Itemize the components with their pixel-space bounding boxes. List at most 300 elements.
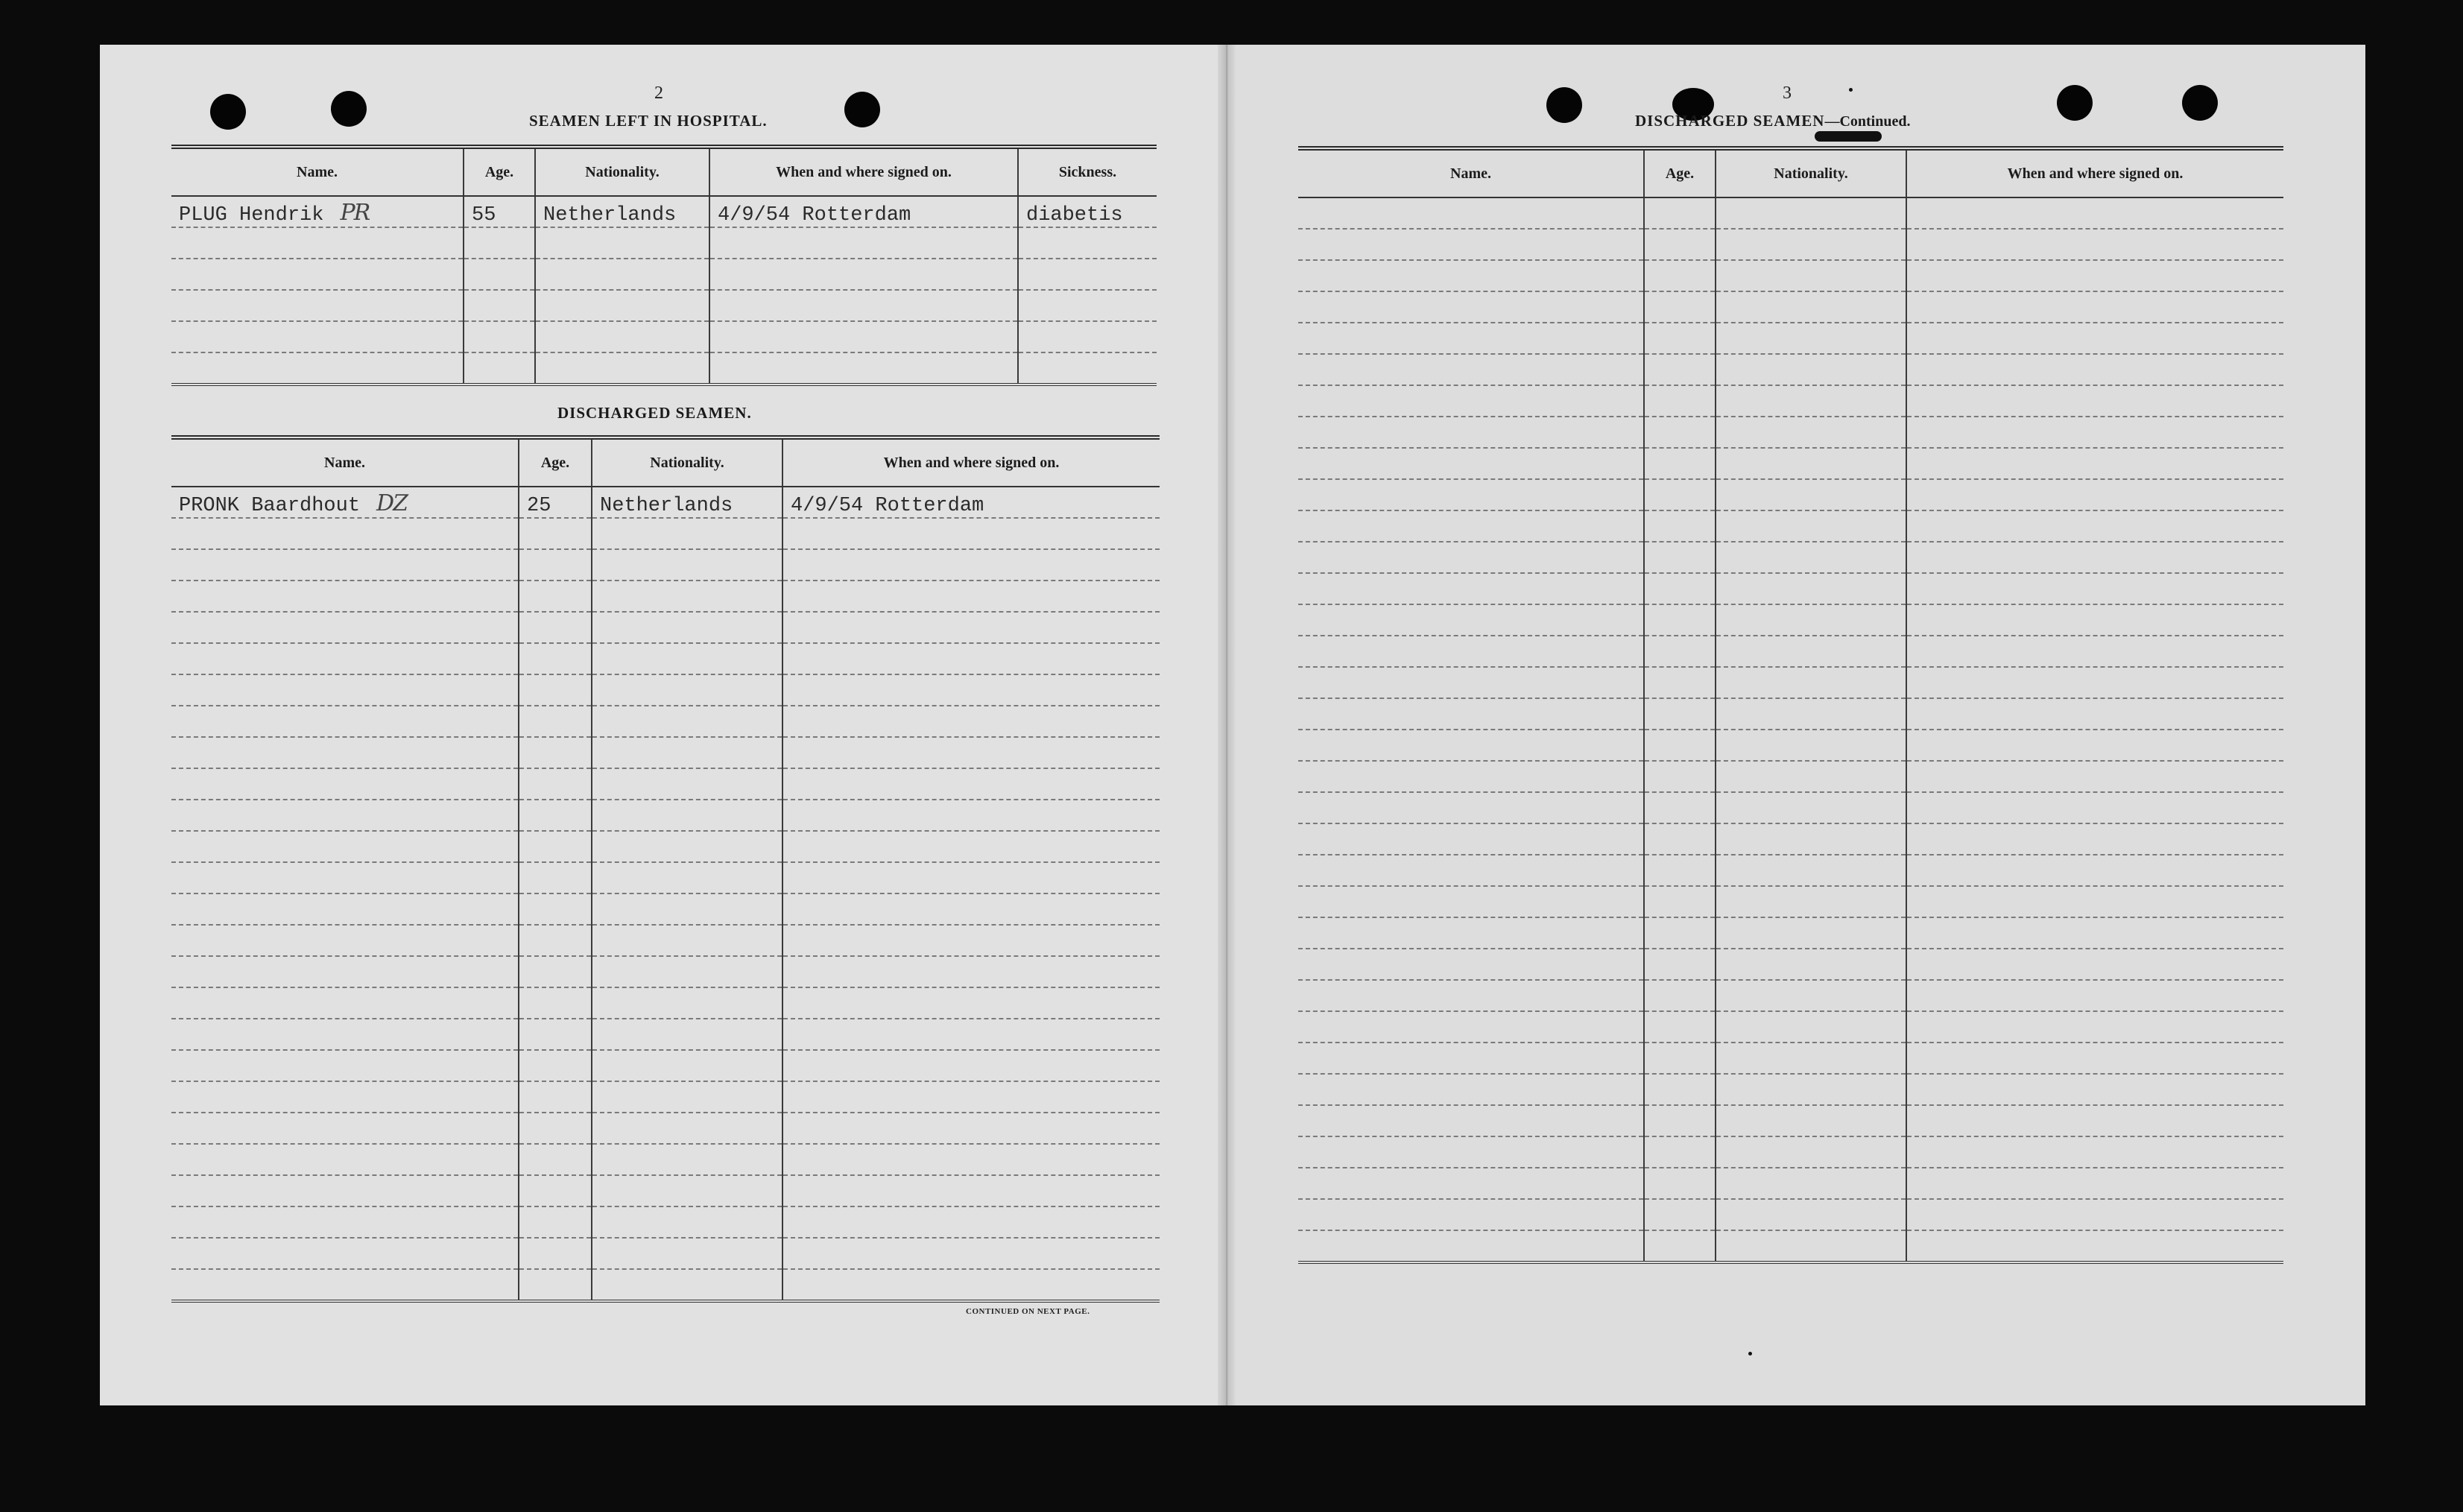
blank-cell xyxy=(592,1050,782,1081)
blank-row xyxy=(1298,260,2283,291)
blank-cell xyxy=(1298,417,1644,448)
blank-cell xyxy=(519,674,592,706)
blank-cell xyxy=(782,518,1160,549)
blank-cell xyxy=(1906,855,2283,886)
blank-cell xyxy=(1644,886,1716,917)
blank-cell xyxy=(1298,980,1644,1011)
ink-speck xyxy=(1815,131,1882,142)
blank-row xyxy=(1298,573,2283,604)
blank-cell xyxy=(519,1019,592,1050)
hospital-name-cell xyxy=(171,196,464,227)
blank-cell xyxy=(782,1269,1160,1301)
blank-cell xyxy=(1906,448,2283,479)
hospital-sickness-cell: diabetis xyxy=(1018,196,1157,227)
blank-cell xyxy=(1644,1168,1716,1199)
blank-cell xyxy=(1644,917,1716,949)
blank-cell xyxy=(171,987,519,1019)
blank-cell xyxy=(592,800,782,831)
blank-row xyxy=(1298,855,2283,886)
blank-cell xyxy=(1716,323,1906,354)
blank-cell xyxy=(1644,479,1716,510)
blank-cell xyxy=(171,259,464,290)
blank-cell xyxy=(464,321,535,352)
blank-cell xyxy=(1298,291,1644,323)
discharged-nationality-cell: Netherlands xyxy=(592,487,782,518)
blank-cell xyxy=(464,259,535,290)
blank-cell xyxy=(1716,291,1906,323)
blank-cell xyxy=(535,321,709,352)
blank-cell xyxy=(1906,980,2283,1011)
blank-cell xyxy=(519,1081,592,1113)
blank-cell xyxy=(519,1050,592,1081)
blank-cell xyxy=(1644,1043,1716,1074)
blank-cell xyxy=(1906,1074,2283,1105)
blank-cell xyxy=(1298,448,1644,479)
seaman-name: PLUG Hendrik xyxy=(179,204,324,227)
blank-cell xyxy=(1716,980,1906,1011)
discharged-table xyxy=(171,435,1160,1303)
blank-cell xyxy=(1298,542,1644,573)
blank-cell xyxy=(1298,698,1644,730)
punch-hole xyxy=(844,92,880,127)
blank-cell xyxy=(592,987,782,1019)
blank-cell xyxy=(782,1238,1160,1269)
hospital-column-header: Name. xyxy=(171,147,464,196)
blank-row xyxy=(1298,510,2283,542)
discharged-signed-on-cell: 4/9/54 Rotterdam xyxy=(782,487,1160,518)
blank-cell xyxy=(171,227,464,259)
blank-row xyxy=(1298,448,2283,479)
blank-cell xyxy=(592,706,782,737)
blank-row xyxy=(1298,698,2283,730)
blank-cell xyxy=(1716,730,1906,761)
blank-cell xyxy=(1906,385,2283,417)
blank-cell xyxy=(464,290,535,321)
blank-cell xyxy=(519,518,592,549)
blank-cell xyxy=(782,1206,1160,1238)
blank-row xyxy=(171,1050,1160,1081)
blank-cell xyxy=(1298,761,1644,792)
blank-row xyxy=(171,518,1160,549)
blank-row xyxy=(171,925,1160,956)
blank-cell xyxy=(171,706,519,737)
blank-cell xyxy=(171,321,464,352)
blank-cell xyxy=(1298,1199,1644,1230)
discharged-name-cell xyxy=(171,487,519,518)
blank-cell xyxy=(1644,698,1716,730)
blank-cell xyxy=(171,1050,519,1081)
blank-row xyxy=(1298,323,2283,354)
hospital-column-header: When and where signed on. xyxy=(709,147,1018,196)
blank-cell xyxy=(519,956,592,987)
blank-cell xyxy=(519,1206,592,1238)
blank-cell xyxy=(1644,1199,1716,1230)
blank-cell xyxy=(1298,323,1644,354)
blank-cell xyxy=(535,352,709,385)
blank-cell xyxy=(592,612,782,643)
blank-cell xyxy=(1906,792,2283,823)
blank-row xyxy=(171,768,1160,800)
blank-row xyxy=(1298,917,2283,949)
blank-row xyxy=(171,549,1160,581)
blank-cell xyxy=(1716,510,1906,542)
discharged-column-header: Age. xyxy=(519,437,592,487)
blank-cell xyxy=(171,1175,519,1206)
blank-cell xyxy=(1644,1136,1716,1168)
blank-cell xyxy=(709,227,1018,259)
blank-cell xyxy=(171,1269,519,1301)
blank-row xyxy=(1298,354,2283,385)
blank-cell xyxy=(1906,417,2283,448)
blank-cell xyxy=(592,674,782,706)
blank-cell xyxy=(1716,636,1906,667)
blank-cell xyxy=(1298,792,1644,823)
blank-cell xyxy=(519,831,592,862)
blank-cell xyxy=(1716,886,1906,917)
blank-cell xyxy=(1644,636,1716,667)
blank-cell xyxy=(171,831,519,862)
blank-cell xyxy=(171,549,519,581)
blank-cell xyxy=(1298,385,1644,417)
blank-row xyxy=(171,290,1157,321)
hospital-column-header: Nationality. xyxy=(535,147,709,196)
blank-cell xyxy=(1644,510,1716,542)
blank-row xyxy=(171,259,1157,290)
blank-cell xyxy=(782,925,1160,956)
blank-cell xyxy=(1644,730,1716,761)
blank-cell xyxy=(592,1144,782,1175)
blank-cell xyxy=(519,1269,592,1301)
blank-cell xyxy=(1298,260,1644,291)
blank-cell xyxy=(171,1206,519,1238)
blank-cell xyxy=(1644,448,1716,479)
blank-cell xyxy=(709,352,1018,385)
blank-cell xyxy=(1298,855,1644,886)
blank-cell xyxy=(171,1081,519,1113)
blank-row xyxy=(171,1144,1160,1175)
blank-row xyxy=(171,737,1160,768)
blank-row xyxy=(1298,1043,2283,1074)
blank-cell xyxy=(782,549,1160,581)
blank-cell xyxy=(1716,917,1906,949)
blank-cell xyxy=(1906,1168,2283,1199)
blank-cell xyxy=(519,737,592,768)
blank-cell xyxy=(519,987,592,1019)
blank-cell xyxy=(1298,1043,1644,1074)
blank-cell xyxy=(1644,197,1716,229)
blank-cell xyxy=(592,737,782,768)
blank-cell xyxy=(592,549,782,581)
blank-cell xyxy=(535,259,709,290)
blank-cell xyxy=(1644,1230,1716,1262)
blank-cell xyxy=(171,925,519,956)
blank-row xyxy=(1298,1105,2283,1136)
blank-cell xyxy=(782,706,1160,737)
blank-cell xyxy=(1018,259,1157,290)
blank-row xyxy=(1298,886,2283,917)
blank-cell xyxy=(1644,291,1716,323)
blank-cell xyxy=(535,227,709,259)
blank-cell xyxy=(171,737,519,768)
blank-cell xyxy=(1906,917,2283,949)
hospital-age-cell: 55 xyxy=(464,196,535,227)
blank-cell xyxy=(519,612,592,643)
blank-cell xyxy=(592,862,782,893)
blank-cell xyxy=(519,1175,592,1206)
blank-cell xyxy=(1716,761,1906,792)
blank-cell xyxy=(535,290,709,321)
blank-cell xyxy=(592,925,782,956)
blank-cell xyxy=(1716,1199,1906,1230)
blank-cell xyxy=(1716,229,1906,260)
blank-cell xyxy=(1644,855,1716,886)
blank-cell xyxy=(782,893,1160,925)
blank-cell xyxy=(519,581,592,612)
blank-cell xyxy=(171,674,519,706)
page-number-right: 3 xyxy=(1783,83,1792,103)
blank-row xyxy=(171,831,1160,862)
blank-cell xyxy=(519,643,592,674)
discharged-column-header: Name. xyxy=(171,437,519,487)
ink-speck xyxy=(1849,88,1853,92)
punch-hole xyxy=(2182,85,2218,121)
blank-row xyxy=(1298,792,2283,823)
blank-cell xyxy=(1298,1105,1644,1136)
blank-cell xyxy=(1716,354,1906,385)
blank-row xyxy=(1298,542,2283,573)
blank-cell xyxy=(782,862,1160,893)
blank-cell xyxy=(519,549,592,581)
blank-row xyxy=(1298,604,2283,636)
blank-cell xyxy=(782,800,1160,831)
blank-row xyxy=(171,1113,1160,1144)
blank-cell xyxy=(1644,949,1716,980)
blank-cell xyxy=(1644,229,1716,260)
blank-cell xyxy=(1716,385,1906,417)
blank-row xyxy=(1298,1230,2283,1262)
blank-row xyxy=(171,321,1157,352)
blank-cell xyxy=(1716,260,1906,291)
blank-cell xyxy=(592,893,782,925)
blank-cell xyxy=(1644,385,1716,417)
blank-cell xyxy=(1906,886,2283,917)
blank-row xyxy=(1298,949,2283,980)
hospital-column-header: Sickness. xyxy=(1018,147,1157,196)
blank-cell xyxy=(1298,1230,1644,1262)
blank-cell xyxy=(1298,917,1644,949)
blank-row xyxy=(171,862,1160,893)
blank-cell xyxy=(592,956,782,987)
blank-row xyxy=(1298,636,2283,667)
blank-cell xyxy=(1716,1043,1906,1074)
blank-cell xyxy=(1906,354,2283,385)
blank-cell xyxy=(1018,321,1157,352)
blank-row xyxy=(171,352,1157,385)
continued-note: CONTINUED ON NEXT PAGE. xyxy=(966,1307,1090,1316)
blank-row xyxy=(1298,1011,2283,1043)
blank-cell xyxy=(782,1050,1160,1081)
blank-cell xyxy=(1298,730,1644,761)
blank-cell xyxy=(1906,949,2283,980)
blank-cell xyxy=(1906,229,2283,260)
blank-cell xyxy=(1906,197,2283,229)
blank-cell xyxy=(592,518,782,549)
blank-cell xyxy=(1716,667,1906,698)
blank-cell xyxy=(171,893,519,925)
blank-row xyxy=(1298,823,2283,855)
blank-row xyxy=(171,674,1160,706)
blank-cell xyxy=(1644,542,1716,573)
blank-cell xyxy=(1298,636,1644,667)
blank-cell xyxy=(1298,354,1644,385)
blank-row xyxy=(171,1238,1160,1269)
blank-cell xyxy=(1906,667,2283,698)
blank-cell xyxy=(171,643,519,674)
page-number-left: 2 xyxy=(654,83,663,103)
hospital-table xyxy=(171,145,1157,386)
blank-cell xyxy=(1298,823,1644,855)
blank-cell xyxy=(1644,667,1716,698)
table-row xyxy=(171,196,1157,227)
blank-cell xyxy=(1716,823,1906,855)
right-column-header: When and where signed on. xyxy=(1906,148,2283,197)
blank-cell xyxy=(171,1019,519,1050)
blank-cell xyxy=(1906,730,2283,761)
blank-cell xyxy=(519,893,592,925)
blank-cell xyxy=(519,1113,592,1144)
blank-cell xyxy=(171,1144,519,1175)
blank-row xyxy=(171,581,1160,612)
blank-cell xyxy=(782,1113,1160,1144)
blank-cell xyxy=(592,1081,782,1113)
blank-row xyxy=(1298,761,2283,792)
blank-cell xyxy=(1906,698,2283,730)
blank-cell xyxy=(1644,604,1716,636)
blank-cell xyxy=(1018,290,1157,321)
blank-cell xyxy=(1644,1074,1716,1105)
blank-cell xyxy=(592,1175,782,1206)
blank-cell xyxy=(171,290,464,321)
blank-cell xyxy=(1906,1136,2283,1168)
right-column-header: Nationality. xyxy=(1716,148,1906,197)
blank-cell xyxy=(1298,229,1644,260)
blank-row xyxy=(1298,385,2283,417)
blank-cell xyxy=(592,1238,782,1269)
blank-cell xyxy=(464,352,535,385)
handwritten-initial: PR xyxy=(340,200,370,226)
blank-cell xyxy=(782,1144,1160,1175)
blank-cell xyxy=(1906,323,2283,354)
blank-cell xyxy=(1906,636,2283,667)
blank-cell xyxy=(1644,573,1716,604)
blank-cell xyxy=(1298,479,1644,510)
blank-row xyxy=(171,612,1160,643)
blank-cell xyxy=(519,768,592,800)
blank-cell xyxy=(1298,604,1644,636)
blank-cell xyxy=(592,1269,782,1301)
blank-row xyxy=(1298,229,2283,260)
hospital-signed-on-cell: 4/9/54 Rotterdam xyxy=(709,196,1018,227)
blank-cell xyxy=(464,227,535,259)
blank-cell xyxy=(1644,823,1716,855)
blank-cell xyxy=(1298,510,1644,542)
blank-cell xyxy=(1716,855,1906,886)
blank-cell xyxy=(519,1238,592,1269)
blank-cell xyxy=(592,581,782,612)
blank-cell xyxy=(1298,949,1644,980)
blank-row xyxy=(1298,667,2283,698)
blank-cell xyxy=(1298,1136,1644,1168)
blank-row xyxy=(171,643,1160,674)
discharged-column-header: Nationality. xyxy=(592,437,782,487)
blank-row xyxy=(171,800,1160,831)
blank-cell xyxy=(519,862,592,893)
blank-cell xyxy=(1716,698,1906,730)
discharged-continued-title-text: DISCHARGED SEAMEN xyxy=(1635,112,1825,130)
blank-cell xyxy=(171,800,519,831)
blank-cell xyxy=(1298,886,1644,917)
discharged-continued-table xyxy=(1298,146,2283,1264)
blank-row xyxy=(1298,1199,2283,1230)
blank-cell xyxy=(709,290,1018,321)
blank-cell xyxy=(171,862,519,893)
blank-cell xyxy=(1298,197,1644,229)
blank-row xyxy=(171,1206,1160,1238)
blank-cell xyxy=(782,956,1160,987)
hospital-nationality-cell: Netherlands xyxy=(535,196,709,227)
blank-row xyxy=(1298,980,2283,1011)
blank-cell xyxy=(1716,573,1906,604)
blank-cell xyxy=(1906,761,2283,792)
blank-cell xyxy=(1906,1230,2283,1262)
blank-cell xyxy=(592,831,782,862)
blank-cell xyxy=(1716,417,1906,448)
blank-cell xyxy=(1906,1043,2283,1074)
blank-cell xyxy=(519,1144,592,1175)
blank-row xyxy=(171,1081,1160,1113)
blank-cell xyxy=(1906,1105,2283,1136)
blank-cell xyxy=(1906,1199,2283,1230)
blank-row xyxy=(1298,1136,2283,1168)
blank-cell xyxy=(1716,1230,1906,1262)
blank-cell xyxy=(782,737,1160,768)
blank-cell xyxy=(171,1113,519,1144)
blank-row xyxy=(171,227,1157,259)
blank-row xyxy=(171,706,1160,737)
blank-row xyxy=(171,956,1160,987)
blank-cell xyxy=(782,1175,1160,1206)
blank-cell xyxy=(592,1019,782,1050)
blank-cell xyxy=(782,831,1160,862)
blank-row xyxy=(1298,479,2283,510)
blank-cell xyxy=(1018,227,1157,259)
blank-cell xyxy=(171,518,519,549)
blank-cell xyxy=(782,768,1160,800)
blank-cell xyxy=(1644,417,1716,448)
blank-cell xyxy=(592,643,782,674)
blank-cell xyxy=(1716,792,1906,823)
blank-cell xyxy=(171,956,519,987)
blank-cell xyxy=(1716,542,1906,573)
blank-row xyxy=(1298,730,2283,761)
punch-hole xyxy=(210,94,246,130)
blank-cell xyxy=(1298,1168,1644,1199)
blank-row xyxy=(171,893,1160,925)
blank-cell xyxy=(1716,1168,1906,1199)
blank-cell xyxy=(171,581,519,612)
blank-cell xyxy=(1644,761,1716,792)
blank-cell xyxy=(1906,823,2283,855)
